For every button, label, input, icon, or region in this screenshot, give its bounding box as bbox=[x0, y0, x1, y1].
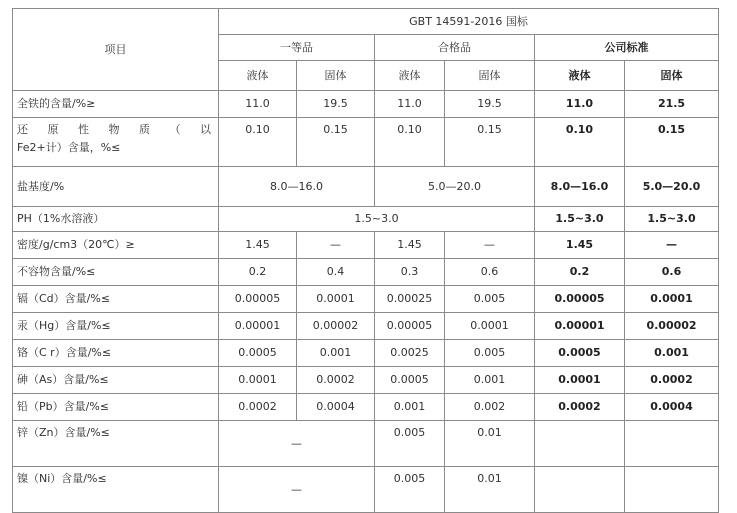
cell-value: 0.0002 bbox=[625, 367, 719, 394]
cell-value: 0.00005 bbox=[219, 286, 297, 313]
cell-value: 8.0—16.0 bbox=[535, 167, 625, 207]
cell-value: 1.5~3.0 bbox=[219, 207, 535, 232]
row-label-line: 还 原 性 物 质 （ 以 bbox=[17, 123, 212, 136]
cell-value: 0.0001 bbox=[445, 313, 535, 340]
table-row bbox=[13, 394, 719, 421]
form-solid-header: 固体 bbox=[445, 61, 535, 91]
cell-value: 1.45 bbox=[535, 232, 625, 259]
cell-value: — bbox=[445, 232, 535, 259]
spec-table bbox=[12, 8, 719, 513]
cell-value: 0.10 bbox=[535, 118, 625, 167]
cell-value: 0.10 bbox=[219, 118, 297, 167]
row-label: 砷（As）含量/%≤ bbox=[13, 367, 219, 394]
row-label: 镍（Ni）含量/%≤ bbox=[13, 467, 219, 513]
cell-value: 5.0—20.0 bbox=[625, 167, 719, 207]
form-liquid-header: 液体 bbox=[219, 61, 297, 91]
cell-value: 1.45 bbox=[375, 232, 445, 259]
form-liquid-header: 液体 bbox=[375, 61, 445, 91]
form-liquid-header: 液体 bbox=[535, 61, 625, 91]
company-standard-header: 公司标准 bbox=[535, 35, 719, 61]
cell-value: 0.01 bbox=[445, 421, 535, 467]
cell-value: 0.0004 bbox=[625, 394, 719, 421]
table-row bbox=[13, 118, 719, 167]
cell-value: 11.0 bbox=[219, 91, 297, 118]
table-row bbox=[13, 232, 719, 259]
cell-value: 0.4 bbox=[297, 259, 375, 286]
row-label: 盐基度/% bbox=[13, 167, 219, 207]
cell-value: 0.6 bbox=[445, 259, 535, 286]
row-label: 铅（Pb）含量/%≤ bbox=[13, 394, 219, 421]
cell-value: 0.005 bbox=[445, 286, 535, 313]
cell-value: 0.002 bbox=[445, 394, 535, 421]
cell-value: 19.5 bbox=[297, 91, 375, 118]
row-label: 汞（Hg）含量/%≤ bbox=[13, 313, 219, 340]
cell-value: 0.0005 bbox=[219, 340, 297, 367]
header-row-standard bbox=[13, 9, 719, 35]
cell-value: 0.00005 bbox=[535, 286, 625, 313]
cell-value: 0.6 bbox=[625, 259, 719, 286]
cell-value: 11.0 bbox=[535, 91, 625, 118]
cell-value: 0.10 bbox=[375, 118, 445, 167]
cell-value: 0.3 bbox=[375, 259, 445, 286]
cell-empty bbox=[535, 421, 625, 467]
cell-value: 0.0002 bbox=[219, 394, 297, 421]
cell-value: 21.5 bbox=[625, 91, 719, 118]
cell-value: 1.5~3.0 bbox=[535, 207, 625, 232]
cell-value: 0.0001 bbox=[297, 286, 375, 313]
table-row bbox=[13, 367, 719, 394]
cell-value: 0.005 bbox=[445, 340, 535, 367]
cell-value: 0.0025 bbox=[375, 340, 445, 367]
table-row bbox=[13, 259, 719, 286]
cell-value: 0.00025 bbox=[375, 286, 445, 313]
cell-value: 0.01 bbox=[445, 467, 535, 513]
table-row bbox=[13, 167, 719, 207]
item-header: 项目 bbox=[13, 9, 219, 91]
standard-header: GBT 14591-2016 国标 bbox=[219, 9, 719, 35]
row-label bbox=[13, 118, 219, 167]
row-label-line: Fe2+计）含量，%≤ bbox=[17, 141, 121, 154]
cell-value: 0.00001 bbox=[535, 313, 625, 340]
cell-empty bbox=[625, 467, 719, 513]
cell-value: 0.0001 bbox=[625, 286, 719, 313]
cell-empty bbox=[625, 421, 719, 467]
grade-first-header: 一等品 bbox=[219, 35, 375, 61]
table-row bbox=[13, 467, 719, 513]
cell-value: — bbox=[297, 232, 375, 259]
cell-value: 0.00002 bbox=[297, 313, 375, 340]
cell-value: 1.45 bbox=[219, 232, 297, 259]
cell-value: 0.0001 bbox=[535, 367, 625, 394]
cell-empty bbox=[535, 467, 625, 513]
row-label: PH（1%水溶液） bbox=[13, 207, 219, 232]
cell-value: 0.001 bbox=[445, 367, 535, 394]
row-label: 铬（C r）含量/%≤ bbox=[13, 340, 219, 367]
cell-value: 0.0004 bbox=[297, 394, 375, 421]
table-row bbox=[13, 91, 719, 118]
row-label: 锌（Zn）含量/%≤ bbox=[13, 421, 219, 467]
cell-value: — bbox=[625, 232, 719, 259]
table-row bbox=[13, 207, 719, 232]
row-label: 镉（Cd）含量/%≤ bbox=[13, 286, 219, 313]
table-row bbox=[13, 286, 719, 313]
cell-value: 0.001 bbox=[625, 340, 719, 367]
cell-value: 0.15 bbox=[625, 118, 719, 167]
cell-value: 0.15 bbox=[445, 118, 535, 167]
cell-value: 0.005 bbox=[375, 421, 445, 467]
row-label: 全铁的含量/%≥ bbox=[13, 91, 219, 118]
row-label: 密度/g/cm3（20℃）≥ bbox=[13, 232, 219, 259]
cell-value: 1.5~3.0 bbox=[625, 207, 719, 232]
cell-value: 0.0002 bbox=[535, 394, 625, 421]
cell-value: — bbox=[219, 421, 375, 467]
grade-qualified-header: 合格品 bbox=[375, 35, 535, 61]
cell-value: 0.0001 bbox=[219, 367, 297, 394]
cell-value: — bbox=[219, 467, 375, 513]
cell-value: 5.0—20.0 bbox=[375, 167, 535, 207]
cell-value: 0.2 bbox=[535, 259, 625, 286]
cell-value: 0.0005 bbox=[535, 340, 625, 367]
cell-value: 0.00005 bbox=[375, 313, 445, 340]
table-row bbox=[13, 313, 719, 340]
cell-value: 19.5 bbox=[445, 91, 535, 118]
cell-value: 0.005 bbox=[375, 467, 445, 513]
cell-value: 11.0 bbox=[375, 91, 445, 118]
cell-value: 0.0002 bbox=[297, 367, 375, 394]
cell-value: 0.001 bbox=[297, 340, 375, 367]
cell-value: 0.0005 bbox=[375, 367, 445, 394]
cell-value: 0.15 bbox=[297, 118, 375, 167]
cell-value: 0.2 bbox=[219, 259, 297, 286]
cell-value: 8.0—16.0 bbox=[219, 167, 375, 207]
cell-value: 0.00001 bbox=[219, 313, 297, 340]
row-label: 不容物含量/%≤ bbox=[13, 259, 219, 286]
cell-value: 0.00002 bbox=[625, 313, 719, 340]
table-row bbox=[13, 421, 719, 467]
form-solid-header: 固体 bbox=[625, 61, 719, 91]
form-solid-header: 固体 bbox=[297, 61, 375, 91]
table-row bbox=[13, 340, 719, 367]
cell-value: 0.001 bbox=[375, 394, 445, 421]
